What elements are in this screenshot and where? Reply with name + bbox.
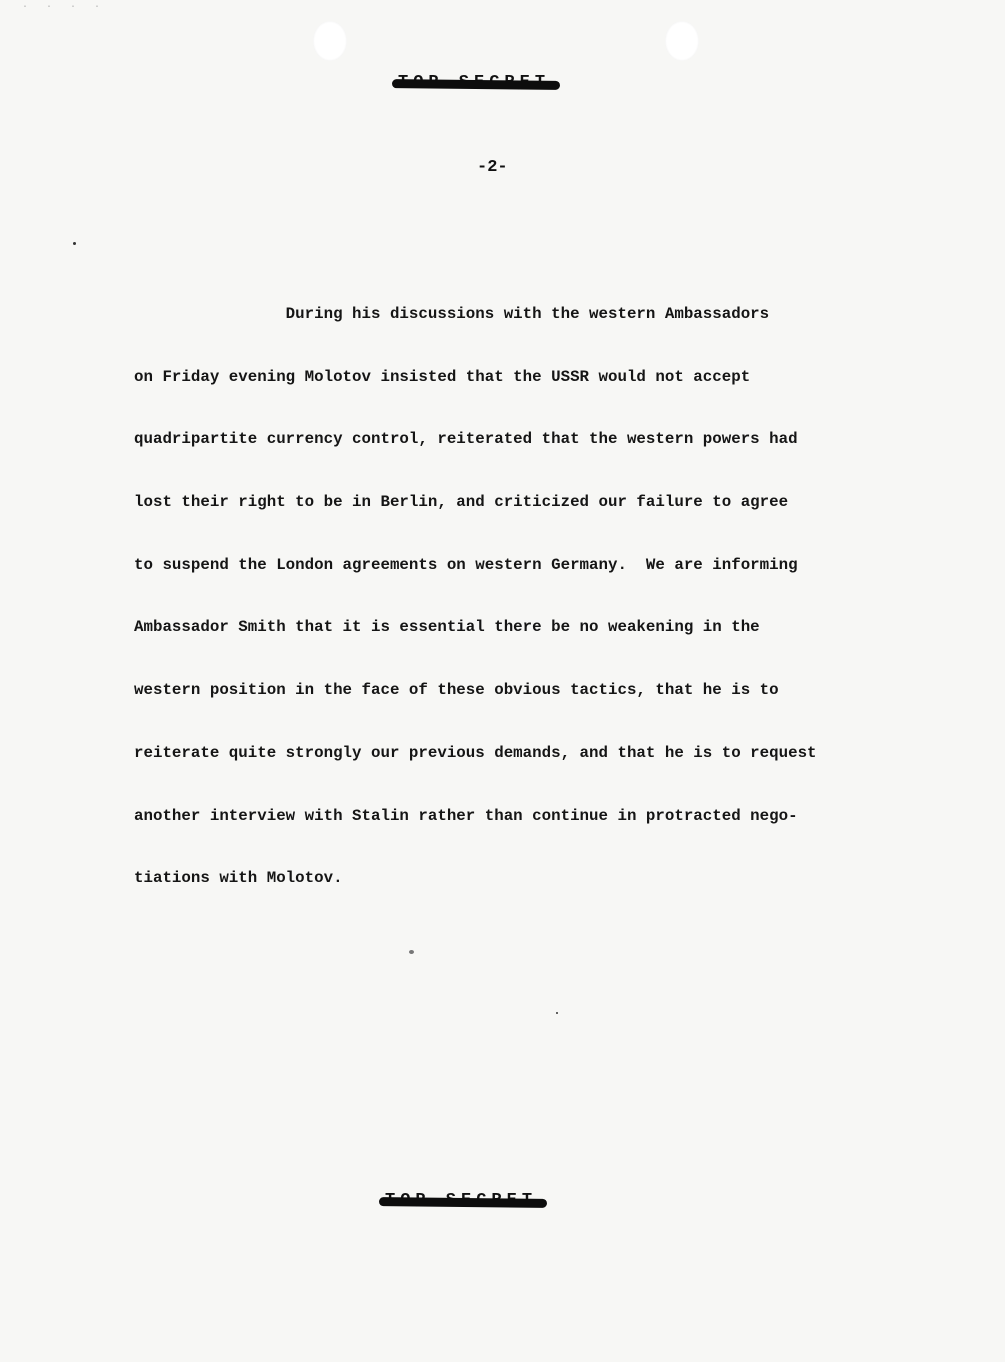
body-line: on Friday evening Molotov insisted that the USSR would not accept [134,367,751,386]
body-line: reiterate quite strongly our previous demands, and that he is to request [134,743,817,762]
body-line: to suspend the London agreements on western Germany. We are informing [134,555,798,574]
punch-hole-right [665,21,699,61]
classification-marking-bottom [385,1191,537,1210]
redaction-strike [379,1197,547,1208]
body-line: western position in the face of these obvious tactics, that he is to [134,681,779,700]
classification-marking-top [398,73,550,92]
body-line: another interview with Stalin rather than continue in protracted nego- [134,806,798,825]
body-line: During his discussions with the western Ambassadors [134,304,770,323]
scan-speck [556,1012,558,1014]
body-line: Ambassador Smith that it is essential there be no weakening in the [134,618,760,637]
body-line: quadripartite currency control, reiterated that the western powers had [134,430,798,449]
scan-artifact-dots: · · · · [22,2,107,13]
scan-speck [73,242,76,245]
body-line: lost their right to be in Berlin, and criticized our failure to agree [134,492,789,511]
body-line: tiations with Molotov. [134,869,343,888]
punch-hole-left [313,21,347,61]
body-paragraph [134,262,914,931]
redaction-strike [392,79,560,90]
page-number: -2- [477,158,508,177]
scan-speck [409,950,414,954]
